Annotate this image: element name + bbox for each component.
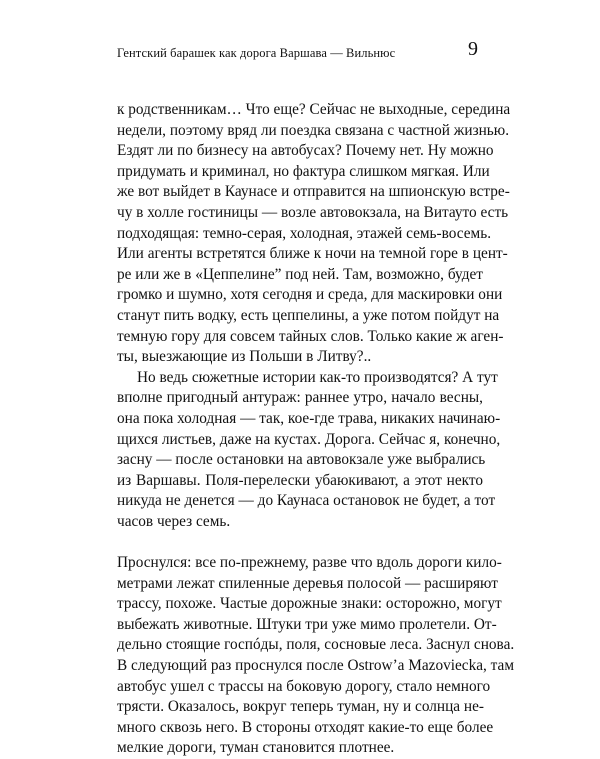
body-text	[117, 100, 515, 759]
text-line: к родственникам… Что еще? Сейчас не выходные, середина	[117, 101, 511, 118]
text-line: Но ведь сюжетные истории как-то производятся? А тут	[137, 368, 498, 386]
text-line: темную гору для совсем тайных слов. Только какие ж аген-	[117, 327, 504, 345]
text-line: выбежать животные. Штуки три уже мимо пролетели. От-	[117, 615, 497, 633]
text-line: трясти. Оказалось, вокруг теперь туман, ну и солнца не-	[117, 698, 484, 716]
text-line: вполне пригодный антураж: раннее утро, начало весны,	[117, 389, 483, 407]
text-line: громко и шумно, хотя сегодня и среда, для маскировки они	[117, 286, 503, 304]
paragraph	[117, 368, 501, 533]
text-line: она пока холодная — так, кое-где трава, никаких начинаю-	[117, 409, 501, 427]
text-line: Ездят ли по бизнесу на автобусах? Почему нет. Ну можно	[117, 142, 494, 160]
text-line: никуда не денется — до Каунаса остановок не будет, а тот	[117, 492, 496, 510]
text-line: Проснулся: все по-прежнему, разве что вдоль дороги кило-	[117, 554, 502, 572]
page-number: 9	[468, 38, 478, 60]
text-line: чу в холле гостиницы — возле автовокзала, на Витауто есть	[117, 203, 509, 221]
text-line: Или агенты встретятся ближе к ночи на темной горе в цент-	[117, 245, 508, 263]
text-line: много сквозь него. В стороны отходят какие-то еще более	[117, 718, 494, 736]
text-line: дельно стоящие госпóды, поля, сосновые леса. Заснул снова.	[117, 636, 515, 654]
running-head: Гентский барашек как дорога Варшава — Вильнюс	[117, 46, 396, 60]
text-line: ре или же в «Цеппелине” под ней. Там, возможно, будет	[117, 265, 483, 283]
paragraph	[117, 553, 515, 759]
text-line: метрами лежат спиленные деревья полосой — расширяют	[117, 574, 498, 592]
text-line: из Варшавы. Поля-перелески убаюкивают, а этот некто	[117, 471, 483, 489]
text-line: станут пить водку, есть цеппелины, а уже потом пойдут на	[117, 306, 500, 324]
paragraph	[117, 100, 511, 368]
text-line: недели, поэтому вряд ли поездка связана с частной жизнью.	[117, 121, 510, 139]
text-line: В следующий раз проснулся после Ostrow’a Mazoviecka, там	[117, 657, 515, 675]
text-line: ты, выезжающие из Польши в Литву?..	[117, 348, 372, 366]
text-line: автобус ушел с трассы на боковую дорогу, стало немного	[117, 677, 491, 695]
text-line: придумать и криминал, но фактура слишком мягкая. Или	[117, 162, 490, 180]
text-line: трассу, похоже. Частые дорожные знаки: осторожно, могут	[117, 595, 502, 613]
text-line: подходящая: темно-серая, холодная, этажей семь-восемь.	[117, 224, 492, 242]
text-line: часов через семь.	[117, 512, 231, 530]
text-line: засну — после остановки на автовокзале уже выбрались	[117, 451, 486, 469]
section-break	[117, 532, 483, 553]
text-line: мелкие дороги, туман становится плотнее.	[117, 739, 395, 757]
text-line: щихся листьев, даже на кустах. Дорога. Сейчас я, конечно,	[117, 430, 501, 448]
text-line: же вот выйдет в Каунасе и отправится на шпионскую встре-	[117, 183, 510, 201]
